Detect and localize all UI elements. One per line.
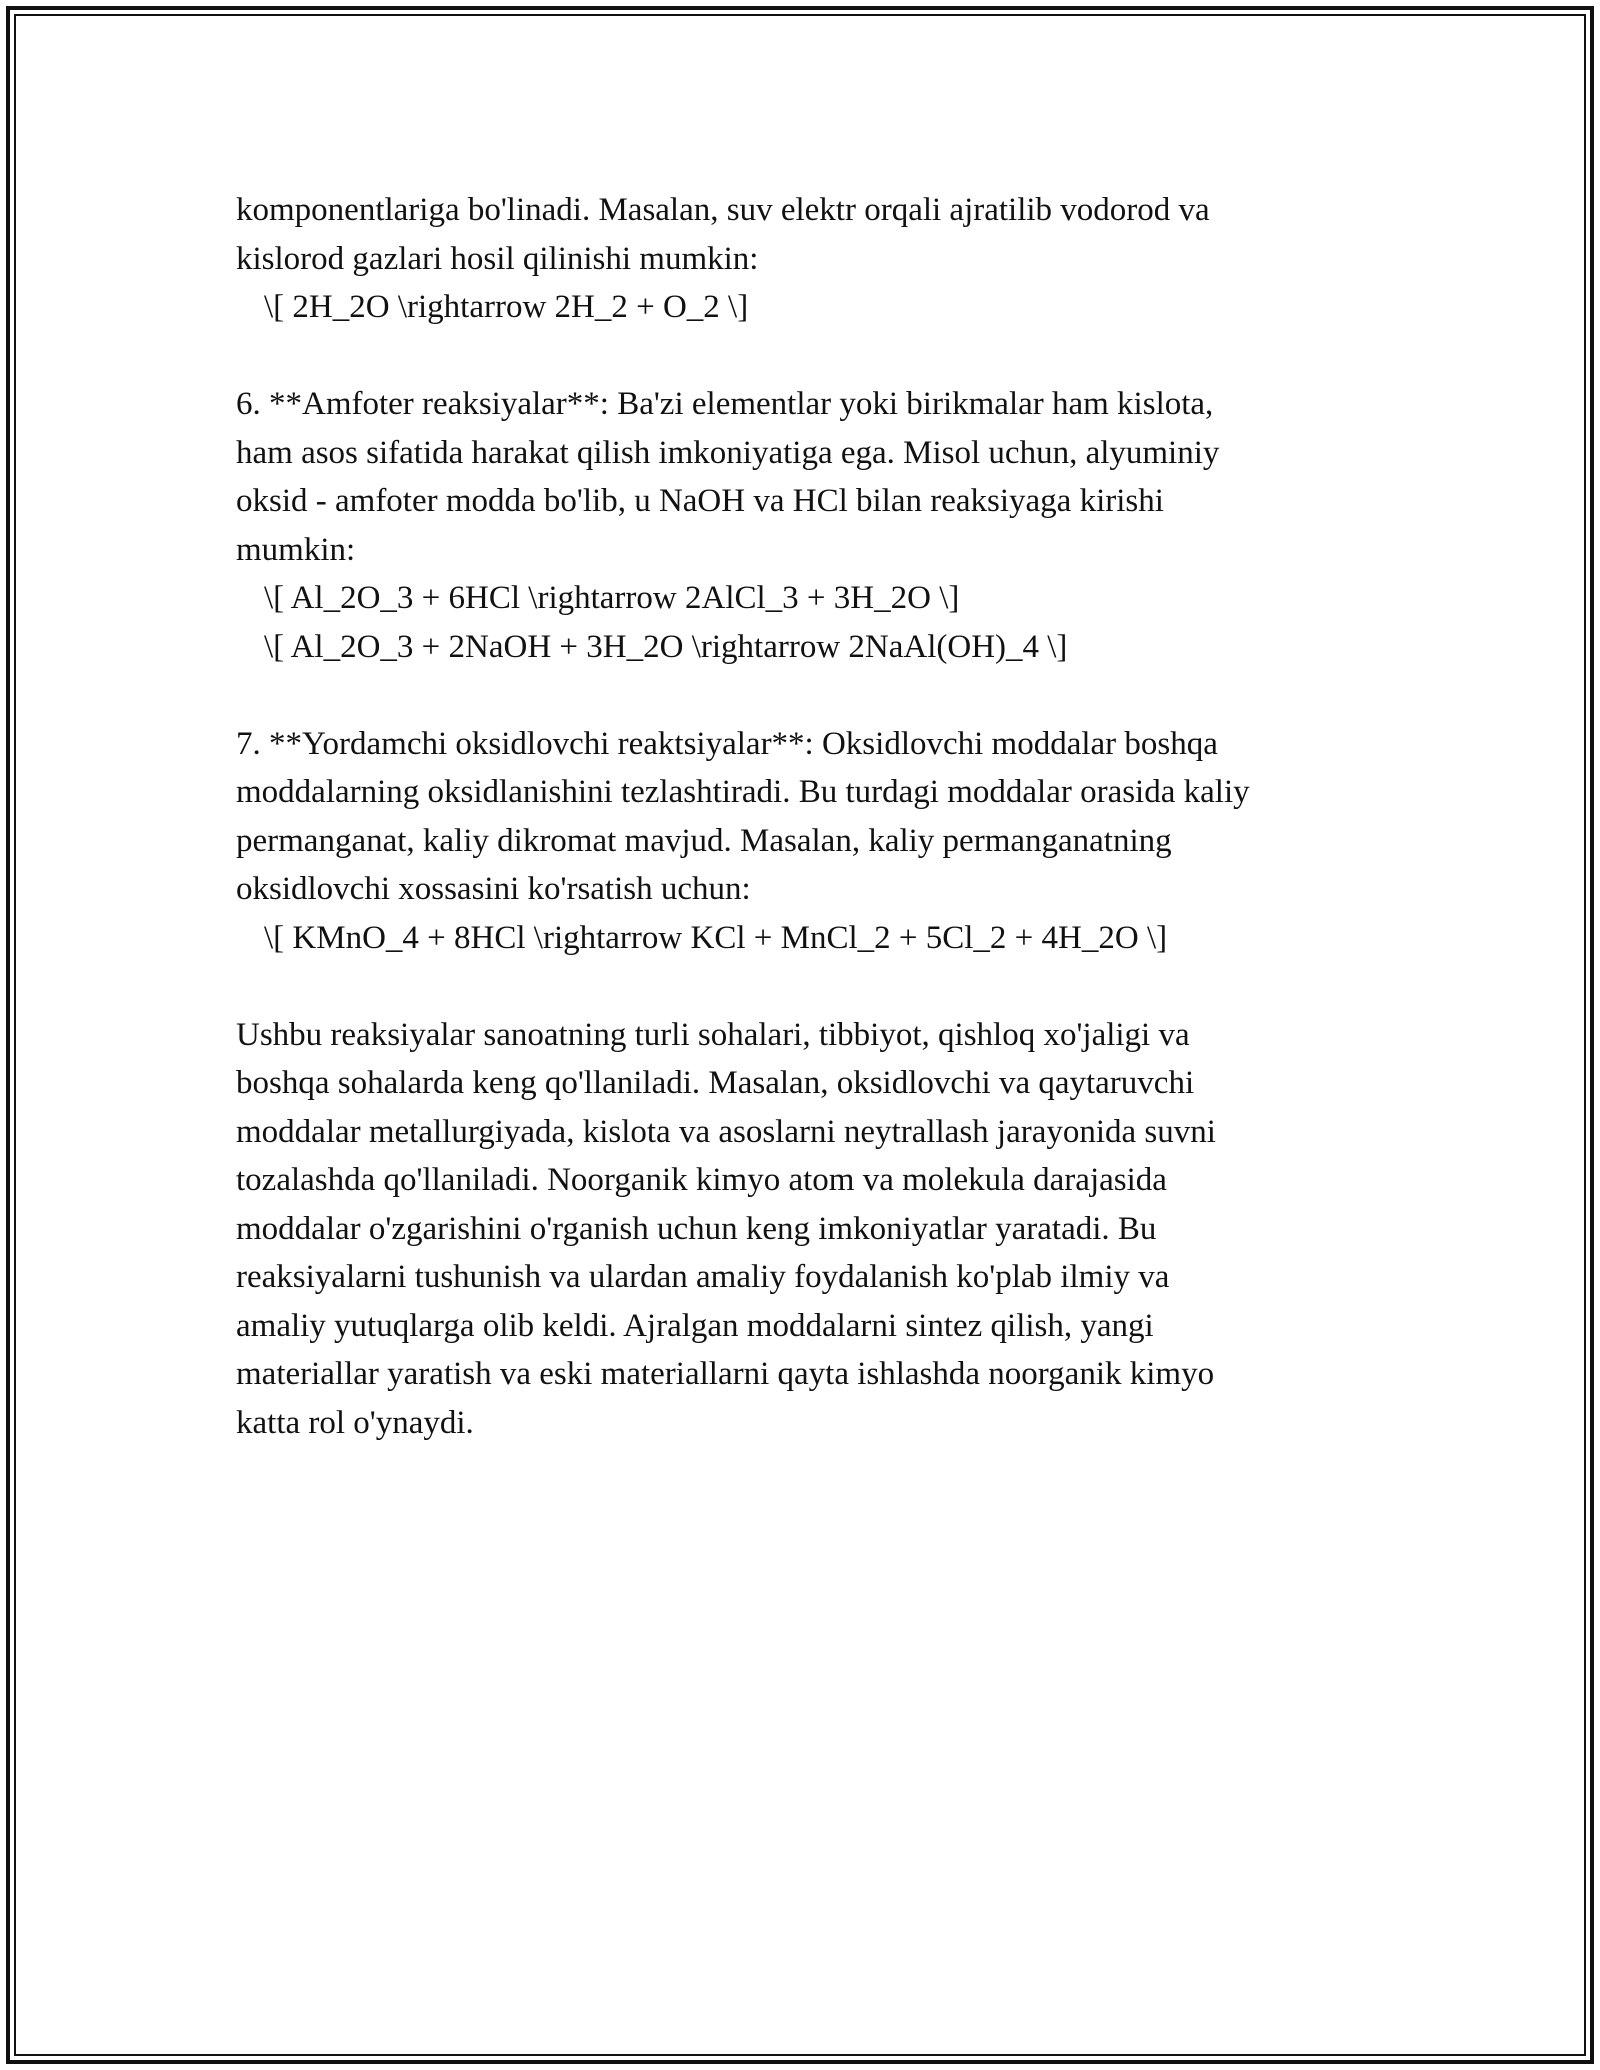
equation-line: \[ Al_2O_3 + 2NaOH + 3H_2O \rightarrow 2NaAl(OH)_4 \] xyxy=(264,628,1068,665)
text-line: moddalar o'zgarishini o'rganish uchun keng imkoniyatlar yaratadi. Bu xyxy=(236,1210,1157,1247)
text-line: amaliy yutuqlarga olib keldi. Ajralgan moddalarni sintez qilish, yangi xyxy=(236,1307,1154,1344)
equation-line: \[ KMnO_4 + 8HCl \rightarrow KCl + MnCl_2 + 5Cl_2 + 4H_2O \] xyxy=(264,919,1168,956)
blank-line xyxy=(236,332,1396,381)
blank-line xyxy=(236,962,1396,1011)
text-line: reaksiyalarni tushunish va ulardan amaliy foydalanish ko'plab ilmiy va xyxy=(236,1259,1170,1295)
text-line: oksidlovchi xossasini ko'rsatish uchun: xyxy=(236,871,751,907)
text-line: moddalar metallurgiyada, kislota va asoslarni neytrallash jarayonida suvni xyxy=(236,1113,1216,1150)
text-line: oksid - amfoter modda bo'lib, u NaOH va HCl bilan reaksiyaga kirishi xyxy=(236,483,1164,519)
document-body xyxy=(236,186,1396,1447)
text-line: 7. **Yordamchi oksidlovchi reaktsiyalar**: Oksidlovchi moddalar boshqa xyxy=(236,725,1218,762)
text-line: moddalarning oksidlanishini tezlashtiradi. Bu turdagi moddalar orasida kaliy xyxy=(236,774,1250,810)
text-line: materiallar yaratish va eski materiallarni qayta ishlashda noorganik kimyo xyxy=(236,1356,1215,1392)
text-line: komponentlariga bo'linadi. Masalan, suv elektr orqali ajratilib vodorod va xyxy=(236,192,1210,228)
equation-line: \[ Al_2O_3 + 6HCl \rightarrow 2AlCl_3 + 3H_2O \] xyxy=(264,580,960,616)
text-line: boshqa sohalarda keng qo'llaniladi. Masalan, oksidlovchi va qaytaruvchi xyxy=(236,1065,1195,1101)
text-line: kislorod gazlari hosil qilinishi mumkin: xyxy=(236,240,759,277)
text-line: Ushbu reaksiyalar sanoatning turli sohalari, tibbiyot, qishloq xo'jaligi va xyxy=(236,1016,1190,1053)
text-line: permanganat, kaliy dikromat mavjud. Masalan, kaliy permanganatning xyxy=(236,822,1172,859)
text-line: tozalashda qo'llaniladi. Noorganik kimyo atom va molekula darajasida xyxy=(236,1162,1167,1198)
text-line: katta rol o'ynaydi. xyxy=(236,1404,474,1441)
text-line: 6. **Amfoter reaksiyalar**: Ba'zi elementlar yoki birikmalar ham kislota, xyxy=(236,386,1214,422)
equation-line: \[ 2H_2O \rightarrow 2H_2 + O_2 \] xyxy=(264,289,749,325)
text-line: mumkin: xyxy=(236,531,356,568)
text-line: ham asos sifatida harakat qilish imkoniyatiga ega. Misol uchun, alyuminiy xyxy=(236,434,1220,471)
blank-line xyxy=(236,671,1396,720)
